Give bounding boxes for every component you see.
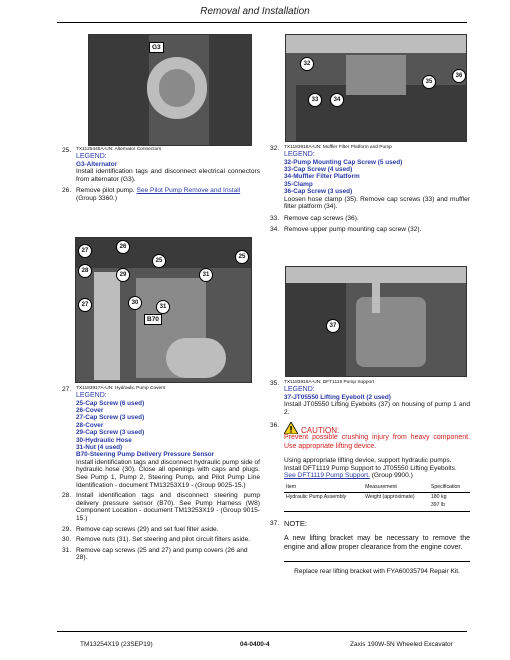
step-text: Remove upper pump mounting cap screw (32). bbox=[284, 226, 422, 234]
step-number: 35. bbox=[270, 380, 280, 387]
callout-25: 25 bbox=[152, 254, 166, 268]
legend-item: 27-Cap Screw (3 used) bbox=[76, 414, 145, 422]
footer-page-number: 04-0400-4 bbox=[240, 641, 270, 648]
spec-value-imperial: 397 lb bbox=[430, 501, 446, 508]
legend-item: 34-Muffler Filter Platform bbox=[284, 173, 360, 181]
step-text: Remove cap screws (36). bbox=[284, 214, 359, 222]
figure-muffler-platform bbox=[285, 34, 467, 142]
callout-25: 25 bbox=[235, 250, 249, 264]
step-number: 31. bbox=[62, 546, 72, 554]
spec-value bbox=[429, 493, 470, 511]
callout-27: 27 bbox=[78, 244, 92, 258]
pilot-pump-link[interactable]: See Pilot Pump Remove and Install bbox=[136, 187, 241, 195]
callout-33: 33 bbox=[308, 93, 322, 107]
step-number: 34. bbox=[270, 226, 280, 234]
step-number: 37. bbox=[270, 519, 280, 527]
spec-item: Hydraulic Pump Assembly bbox=[286, 494, 347, 501]
callout-34: 34 bbox=[330, 93, 344, 107]
legend-item: G3-Alternator bbox=[76, 160, 118, 168]
callout-g3: G3 bbox=[149, 42, 164, 53]
right-column-bottom bbox=[270, 380, 470, 579]
pump-support-link[interactable]: See DFT1119 Pump Support. bbox=[284, 472, 370, 480]
header-rule bbox=[57, 22, 467, 23]
step-number: 25. bbox=[62, 147, 72, 154]
step-text-group: (Group 3360.) bbox=[76, 194, 118, 202]
legend-item: 26-Cover bbox=[76, 407, 104, 414]
figure-pump-support bbox=[285, 266, 467, 377]
callout-31: 31 bbox=[199, 268, 213, 282]
step-number: 27. bbox=[62, 386, 72, 393]
note-heading: NOTE: bbox=[284, 518, 307, 528]
figure-caption: TX1183919A-UN: DFT1119 Pump Support bbox=[284, 380, 375, 385]
callout-35: 35 bbox=[422, 75, 436, 89]
step-text: Using appropriate lifting device, support hydraulic pumps. Install DFT1119 Pump Support to JT05550 Lifting Eyebolts. bbox=[284, 457, 457, 472]
note-subtext: Replace rear lifting bracket with FYA60035794 Repair Kit. bbox=[294, 568, 460, 576]
warning-icon bbox=[284, 422, 298, 434]
legend-item: 28-Cover bbox=[76, 421, 104, 429]
callout-29: 29 bbox=[116, 268, 130, 282]
table-row bbox=[284, 493, 470, 511]
legend-item: 35-Clamp bbox=[284, 180, 313, 188]
figure-caption: TX1183918A-UN: Muffler Filter Platform and Pump bbox=[284, 145, 392, 150]
right-column-top bbox=[270, 145, 470, 237]
figure-caption: TX1125445A-UN: Alternator Connectors bbox=[76, 147, 162, 152]
callout-30: 30 bbox=[128, 296, 142, 310]
legend-item: B70-Steering Pump Delivery Pressure Sensor bbox=[76, 451, 215, 459]
callout-b70: B70 bbox=[144, 314, 162, 325]
legend-item: 37-JT05550 Lifting Eyebolt (2 used) bbox=[284, 393, 391, 401]
step-text: Loosen hose clamp (35). Remove cap screws (33) and muffler filter platform (34). bbox=[284, 195, 470, 211]
legend-item: 25-Cap Screw (6 used) bbox=[76, 399, 145, 407]
step-number: 33. bbox=[270, 214, 280, 222]
callout-36: 36 bbox=[452, 69, 466, 83]
legend-heading: LEGEND: bbox=[284, 386, 315, 393]
step-text: Remove cap screws (29) and set fuel filter aside. bbox=[76, 525, 219, 533]
step-text: Remove nuts (31). Set steering and pilot circuit filters aside. bbox=[76, 536, 251, 544]
step-number: 32. bbox=[270, 145, 280, 152]
caution-heading: CAUTION: bbox=[301, 425, 340, 435]
step-text: Remove pilot pump. bbox=[76, 187, 135, 195]
legend-item: 29-Cap Screw (3 used) bbox=[76, 429, 145, 437]
legend-item: 32-Pump Mounting Cap Screw (5 used) bbox=[284, 158, 403, 166]
step-number: 26. bbox=[62, 187, 72, 195]
spec-header-measurement: Measurement bbox=[365, 483, 397, 490]
step-text: Install JT05550 Lifting Eyebolts (37) on housing of pump 1 and 2. bbox=[284, 401, 470, 416]
footer-model: Zaxis 190W-5N Wheeled Excavator bbox=[350, 641, 453, 648]
legend-heading: LEGEND: bbox=[284, 151, 315, 158]
figure-pump-covers bbox=[75, 237, 252, 383]
figure-alternator bbox=[88, 34, 252, 146]
step-number: 28. bbox=[62, 492, 72, 500]
left-column-top bbox=[62, 147, 260, 205]
spec-header-item: Item bbox=[286, 483, 297, 490]
footer-rule bbox=[57, 631, 467, 632]
callout-32: 32 bbox=[300, 57, 314, 71]
left-column-bottom bbox=[62, 386, 260, 565]
step-text: Install identification tags and disconnect steering pump delivery pressure sensor (B70). See Pump Harness (W8) Component Location - document TM13253X19 - (Group 9015-15.) bbox=[76, 492, 260, 522]
step-number: 36. bbox=[270, 422, 280, 430]
legend-item: 31-Nut (4 used) bbox=[76, 444, 123, 452]
callout-31: 31 bbox=[156, 300, 170, 314]
figure-caption: TX1183917A-UN: Hydraulic Pump Covers bbox=[76, 386, 166, 391]
step-text: Install identification tags and disconnect hydraulic pump side of hydraulic hose (30). Close all openings with caps and plugs. See Pump 1, Pump 2, Steering Pump, and Pilot Pump Line Identification - document TM13253X19 - (Group 9025-15.) bbox=[76, 458, 261, 489]
step-text: Remove cap screws (25 and 27) and pump covers (26 and 28). bbox=[76, 546, 248, 562]
legend-item: 36-Cap Screw (3 used) bbox=[284, 188, 353, 196]
spec-measurement: Weight (approximate) bbox=[365, 494, 415, 501]
caution-text: Prevent possible crushing injury from heavy component. Use appropriate lifting device. bbox=[284, 434, 470, 450]
legend-item: 33-Cap Screw (4 used) bbox=[284, 166, 353, 173]
step-text-group: (Group 9900.) bbox=[371, 472, 413, 480]
spec-table bbox=[284, 483, 470, 512]
footer-document-id: TM13254X19 (23SEP19) bbox=[80, 641, 153, 648]
legend-heading: LEGEND: bbox=[76, 153, 107, 160]
callout-27: 27 bbox=[78, 298, 92, 312]
step-number: 29. bbox=[62, 525, 72, 533]
callout-37: 37 bbox=[326, 319, 340, 333]
spec-value-metric: 180 kg bbox=[430, 494, 447, 501]
legend-heading: LEGEND: bbox=[76, 392, 107, 399]
callout-26: 26 bbox=[116, 240, 130, 254]
spec-header-specification: Specification bbox=[430, 483, 461, 490]
page-header: Removal and Installation bbox=[200, 6, 310, 17]
step-text: Install identification tags and disconnect electrical connectors from alternator (G3). bbox=[76, 168, 260, 183]
callout-28: 28 bbox=[78, 264, 92, 278]
note-text: A new lifting bracket may be necessary to remove the engine and allow proper clearance from the engine cover. bbox=[284, 535, 470, 551]
legend-item: 30-Hydraulic Hose bbox=[76, 436, 132, 444]
step-number: 30. bbox=[62, 536, 72, 544]
